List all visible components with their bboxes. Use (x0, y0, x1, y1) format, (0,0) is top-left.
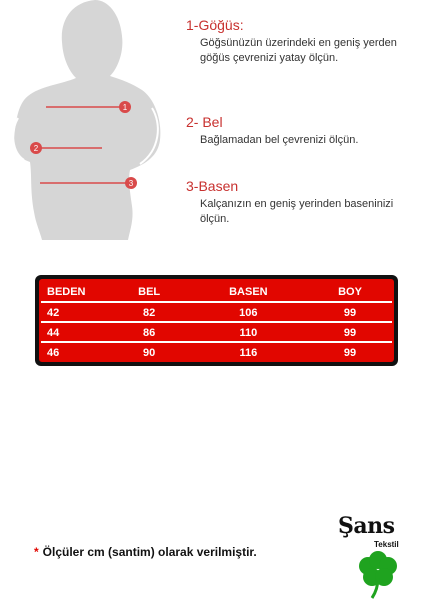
instruction-waist (186, 114, 418, 148)
units-note (34, 545, 257, 559)
cell-bel: 82 (143, 306, 156, 319)
marker-3 (125, 177, 137, 189)
svg-text:1: 1 (122, 103, 128, 112)
instruction-hip-title: 3-Basen (186, 178, 239, 194)
instruction-hip-desc: Kalçanızın en geniş yerinden baseninizi ölçün. (200, 198, 394, 225)
cell-basen: 106 (239, 306, 258, 319)
instruction-chest-title: 1-Göğüs: (186, 17, 244, 33)
cell-boy: 99 (343, 326, 357, 339)
instruction-chest (186, 17, 418, 66)
clover-icon (350, 550, 406, 600)
cell-bel: 90 (143, 346, 156, 359)
note-asterisk: * (34, 545, 39, 559)
cell-bel: 86 (143, 326, 156, 339)
table-header-row (39, 282, 394, 301)
svg-text:2: 2 (33, 144, 39, 153)
cell-boy: 99 (343, 306, 357, 319)
size-table-body (39, 279, 394, 362)
body-silhouette-figure (0, 0, 180, 240)
instruction-chest-desc: Göğsünüzün üzerindeki en geniş yerden göğüs çevrenizi yatay ölçün. (200, 37, 397, 64)
header-bel: BEL (138, 285, 161, 298)
cell-beden: 42 (47, 306, 60, 319)
cell-beden: 46 (47, 346, 60, 359)
header-basen: BASEN (229, 285, 268, 298)
marker-2 (30, 142, 42, 154)
cell-basen: 116 (239, 346, 258, 359)
cell-boy: 99 (343, 346, 357, 359)
cell-beden: 44 (47, 326, 60, 339)
brand-logo-sub: Tekstil (374, 540, 399, 549)
brand-logo-name: Şans (338, 513, 395, 539)
header-beden: BEDEN (47, 285, 86, 298)
instruction-waist-title: 2- Bel (186, 114, 223, 130)
note-text: Ölçüler cm (santim) olarak verilmiştir. (42, 545, 257, 559)
table-row (39, 303, 394, 322)
header-boy: BOY (338, 285, 362, 298)
instruction-hip (186, 178, 418, 227)
marker-1 (119, 101, 131, 113)
table-row (39, 323, 394, 342)
table-row (39, 343, 394, 362)
cell-basen: 110 (239, 326, 258, 339)
size-table (35, 275, 398, 366)
instruction-waist-desc: Bağlamadan bel çevrenizi ölçün. (200, 134, 359, 146)
svg-text:3: 3 (128, 179, 134, 188)
